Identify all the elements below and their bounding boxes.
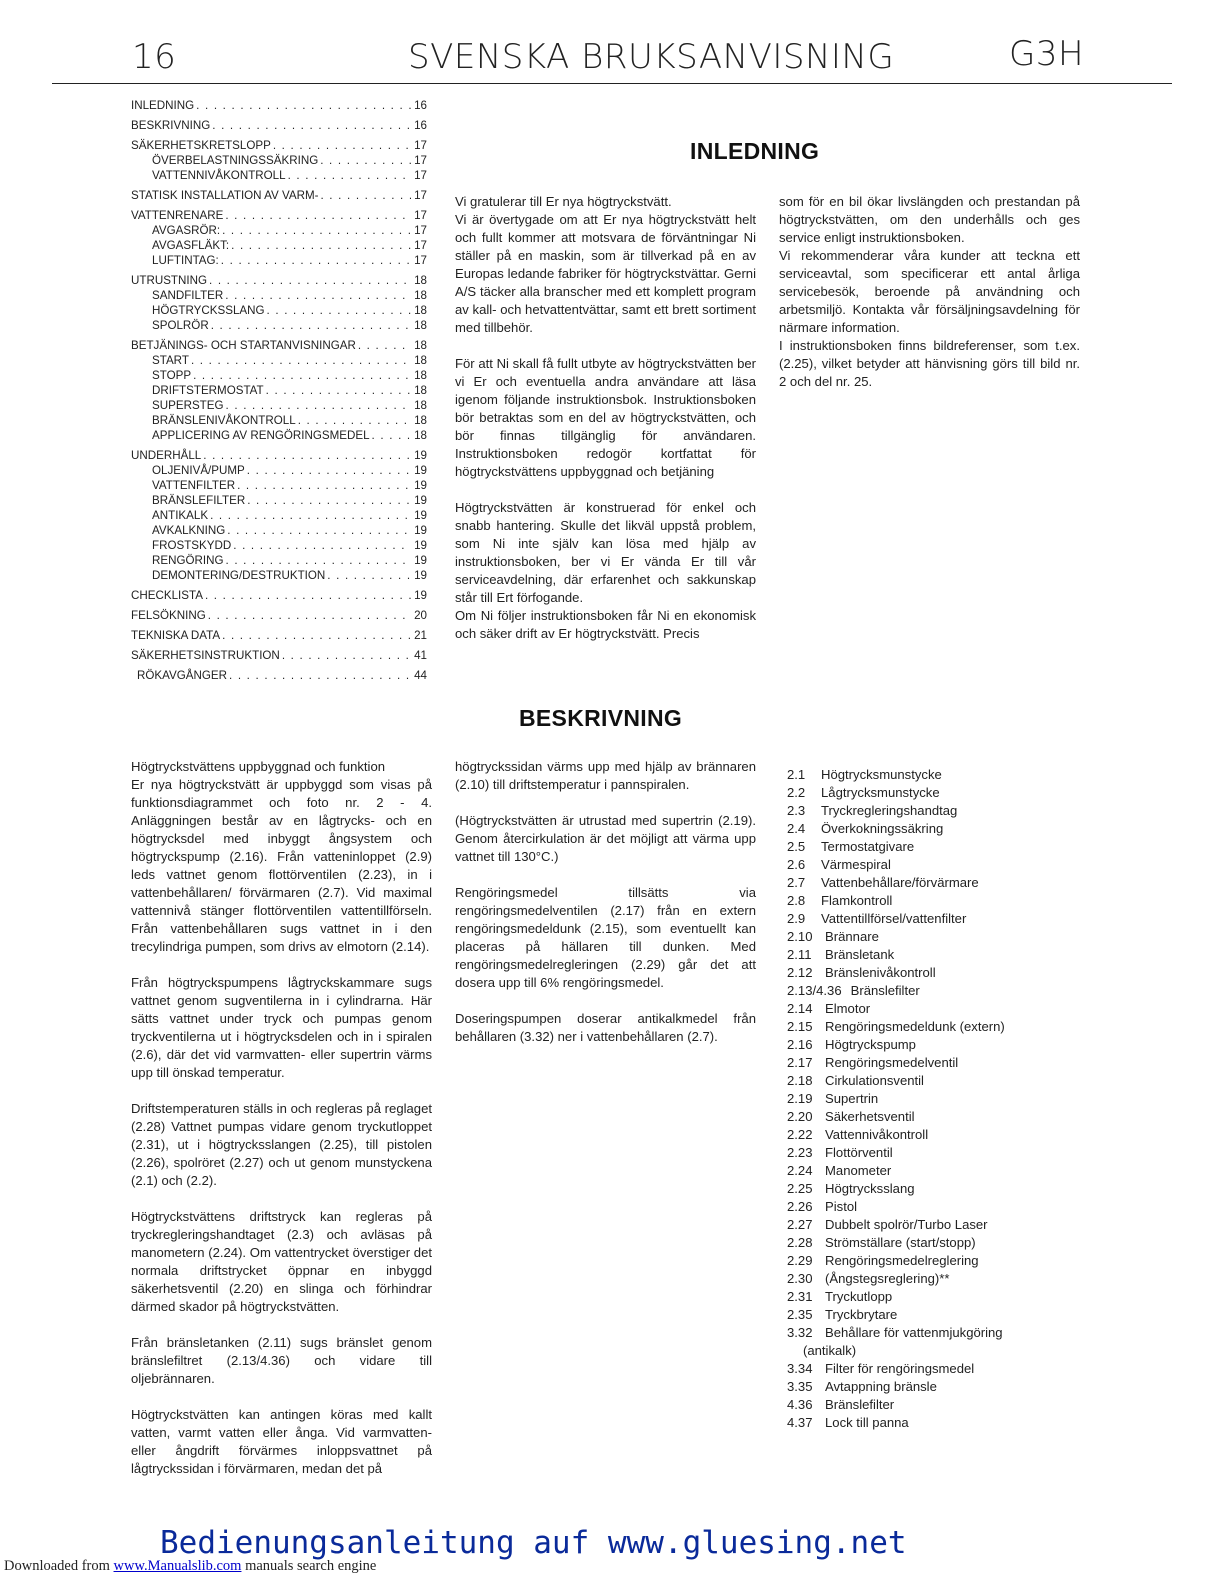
legend-item xyxy=(787,874,1087,892)
toc-entry-label: UTRUSTNING xyxy=(131,274,207,287)
toc-entry-label: LUFTINTAG: xyxy=(152,254,219,267)
toc-entry-page: 19 xyxy=(414,589,427,602)
toc-entry-label: START xyxy=(152,354,189,367)
toc-entry-label: SANDFILTER xyxy=(152,289,224,302)
legend-item-label: Dubbelt spolrör/Turbo Laser xyxy=(825,1217,988,1232)
paragraph: Från bränsletanken (2.11) sugs bränslet genom bränslefiltret (2.13/4.36) och vidare till oljebrännaren. xyxy=(131,1335,432,1386)
legend-item-number: 2.31 xyxy=(787,1289,813,1304)
toc-entry xyxy=(131,668,427,683)
toc-entry-label: VATTENNIVÅKONTROLL xyxy=(152,169,286,182)
toc-entry-label: AVGASRÖR: xyxy=(152,224,221,237)
toc-entry-page: 18 xyxy=(414,289,427,302)
legend-item-label: Högtryckspump xyxy=(825,1037,916,1052)
legend-item-number: 2.28 xyxy=(787,1235,813,1250)
toc-leader-dots xyxy=(225,208,411,223)
legend-item-number: 2.19 xyxy=(787,1091,813,1106)
paragraph: Rengöringsmedel tillsätts via rengöringsmedelventilen (2.17) från en extern rengöringsmedeldunk (2.15), som eventuellt kan placeras på hällaren till dunken. Med rengöringsmedelregleringen (2.29) går det att dosera upp till 6% rengöringsmedel. xyxy=(455,885,756,990)
legend-item xyxy=(787,784,1087,802)
legend-item xyxy=(787,1180,1087,1198)
toc-entry-label: ANTIKALK xyxy=(152,509,209,522)
toc-leader-dots xyxy=(231,238,411,253)
paragraph: Högtryckstvätten är konstruerad för enkel och snabb hantering. Skulle det likväl uppstå problem, som Ni inte själv kan lösa med hjälp av instruktionsboken, ber vi Er vända Er till vår serviceavdelning, där erfarenhet och sakkunskap står till Ert förfogande. xyxy=(455,500,756,605)
toc-leader-dots xyxy=(209,273,411,288)
toc-entry xyxy=(131,493,427,508)
legend-item-number: 2.30 xyxy=(787,1271,813,1286)
legend-item-label: Pistol xyxy=(825,1199,858,1214)
legend-item xyxy=(787,1306,1087,1324)
toc-leader-dots xyxy=(221,253,411,268)
download-prefix: Downloaded from xyxy=(4,1558,110,1574)
legend-item-label: Vattentillförsel/vattenfilter xyxy=(821,911,967,926)
legend-item xyxy=(787,1090,1087,1108)
legend-item-number: 2.14 xyxy=(787,1001,813,1016)
toc-leader-dots xyxy=(227,523,411,538)
toc-entry-label: RENGÖRING xyxy=(152,554,224,567)
toc-leader-dots xyxy=(358,338,411,353)
toc-leader-dots xyxy=(247,493,411,508)
legend-item-label: Lock till panna xyxy=(825,1415,909,1430)
toc-entry xyxy=(131,508,427,523)
toc-entry-label: FROSTSKYDD xyxy=(152,539,232,552)
legend-item xyxy=(787,766,1087,784)
toc-entry xyxy=(131,168,427,183)
legend-item xyxy=(787,1360,1087,1378)
inledning-column-2 xyxy=(779,193,1080,391)
toc-leader-dots xyxy=(212,118,411,133)
toc-leader-dots xyxy=(327,568,411,583)
toc-entry-page: 16 xyxy=(414,119,427,132)
legend-item-label: Vattennivåkontroll xyxy=(825,1127,929,1142)
legend-item xyxy=(787,1072,1087,1090)
legend-item-number: 2.27 xyxy=(787,1217,813,1232)
toc-entry-page: 18 xyxy=(414,339,427,352)
toc-entry-page: 41 xyxy=(414,649,427,662)
toc-leader-dots xyxy=(203,448,411,463)
legend-item xyxy=(787,802,1087,820)
legend-item-continuation: (antikalk) xyxy=(803,1343,857,1358)
toc-entry-label: BRÄNSLEFILTER xyxy=(152,494,246,507)
legend-item xyxy=(787,1252,1087,1270)
legend-item-label: Bränslenivåkontroll xyxy=(825,965,936,980)
toc-entry-label: VATTENFILTER xyxy=(152,479,236,492)
legend-item xyxy=(787,1216,1087,1234)
page-number: 16 xyxy=(132,37,177,77)
toc-entry xyxy=(131,368,427,383)
table-of-contents xyxy=(131,98,427,683)
toc-entry-label: STATISK INSTALLATION AV VARM- xyxy=(131,189,319,202)
toc-entry-page: 18 xyxy=(414,414,427,427)
legend-item-number: 2.20 xyxy=(787,1109,813,1124)
legend-item xyxy=(787,1270,1087,1288)
toc-entry-page: 19 xyxy=(414,569,427,582)
toc-entry xyxy=(131,288,427,303)
toc-entry xyxy=(131,428,427,443)
toc-leader-dots xyxy=(267,303,412,318)
legend-item-label: Tryckutlopp xyxy=(825,1289,893,1304)
toc-entry-page: 17 xyxy=(414,139,427,152)
parts-legend xyxy=(787,766,1087,1432)
toc-entry-page: 44 xyxy=(414,669,427,682)
toc-entry-label: ÖVERBELASTNINGSSÄKRING xyxy=(152,154,319,167)
legend-item-number: 2.17 xyxy=(787,1055,813,1070)
paragraph: (Högtryckstvätten är utrustad med supertrin (2.19). Genom återcirkulation är det möjligt att värma upp vattnet till 130°C.) xyxy=(455,813,756,864)
legend-item-label: Lågtrycksmunstycke xyxy=(821,785,940,800)
toc-entry-page: 18 xyxy=(414,274,427,287)
legend-item-label: Termostatgivare xyxy=(821,839,915,854)
toc-entry-page: 19 xyxy=(414,509,427,522)
toc-entry xyxy=(131,538,427,553)
paragraph: Högtryckstvätten kan antingen köras med kallt vatten, varmt vatten eller ånga. Vid varmvatten- eller ångdrift förvärmes inloppsvattnet på lågtryckssidan i förvärmaren, medan det på xyxy=(131,1407,432,1476)
legend-item-label: Värmespiral xyxy=(821,857,891,872)
legend-item-label: Elmotor xyxy=(825,1001,871,1016)
toc-entry-label: AVKALKNING xyxy=(152,524,226,537)
legend-item-label: Manometer xyxy=(825,1163,892,1178)
toc-leader-dots xyxy=(247,463,411,478)
toc-entry-label: RÖKAVGÅNGER xyxy=(137,669,227,682)
toc-entry xyxy=(131,273,427,288)
toc-leader-dots xyxy=(298,413,411,428)
legend-item-number: 2.24 xyxy=(787,1163,813,1178)
legend-item-number: 3.32 xyxy=(787,1325,813,1340)
toc-entry xyxy=(131,413,427,428)
toc-leader-dots xyxy=(191,353,411,368)
legend-item xyxy=(787,964,1087,982)
legend-item-number: 2.23 xyxy=(787,1145,813,1160)
legend-item-label: Högtrycksslang xyxy=(825,1181,915,1196)
toc-leader-dots xyxy=(193,368,411,383)
toc-leader-dots xyxy=(208,608,411,623)
model-name: G3H xyxy=(1009,34,1085,74)
toc-leader-dots xyxy=(282,648,411,663)
legend-item xyxy=(787,1396,1087,1414)
toc-entry-page: 19 xyxy=(414,494,427,507)
toc-entry xyxy=(131,463,427,478)
toc-entry xyxy=(131,223,427,238)
legend-item xyxy=(787,1054,1087,1072)
toc-entry xyxy=(131,523,427,538)
toc-entry xyxy=(131,98,427,113)
toc-entry xyxy=(131,153,427,168)
paragraph: Från högtryckspumpens lågtryckskammare sugs vattnet genom sugventilerna in i cylindrarna. Här sätts vattnet under tryck och pumpas genom tryckventilerna ut i högtrycksdelen och in i spiralen (2.6), där det vid varmvatten- eller supertrin värms upp till önskad temperatur. xyxy=(131,975,432,1080)
legend-item-number: 2.6 xyxy=(787,857,806,872)
toc-leader-dots xyxy=(288,168,412,183)
toc-entry-label: TEKNISKA DATA xyxy=(131,629,221,642)
legend-item xyxy=(787,892,1087,910)
toc-leader-dots xyxy=(237,478,411,493)
toc-entry xyxy=(131,478,427,493)
legend-item-label: Tryckregleringshandtag xyxy=(821,803,958,818)
toc-entry-label: OLJENIVÅ/PUMP xyxy=(152,464,245,477)
toc-entry-label: BETJÄNINGS- OCH STARTANVISNINGAR xyxy=(131,339,356,352)
toc-entry xyxy=(131,568,427,583)
watermark-text: Bedienungsanleitung auf www.gluesing.net xyxy=(160,1525,907,1561)
toc-entry xyxy=(131,448,427,463)
toc-entry-label: STOPP xyxy=(152,369,192,382)
toc-leader-dots xyxy=(222,223,411,238)
section-heading-beskrivning: BESKRIVNING xyxy=(519,705,683,731)
toc-leader-dots xyxy=(320,153,411,168)
toc-entry-label: CHECKLISTA xyxy=(131,589,203,602)
legend-item-number: 2.22 xyxy=(787,1127,813,1142)
toc-leader-dots xyxy=(205,588,411,603)
toc-entry-page: 16 xyxy=(414,99,427,112)
toc-entry-page: 17 xyxy=(414,189,427,202)
paragraph: Högtryckstvättens driftstryck kan regleras på tryckregleringshandtaget (2.3) och avläsas på manometern (2.24). Om vattentrycket överstiger det normala driftstrycket öppnar en inbyggd säkerhetsventil (2.20) en slinga och förhindrar därmed skador på högtryckstvätten. xyxy=(131,1209,432,1314)
toc-entry-label: BRÄNSLENIVÅKONTROLL xyxy=(152,414,296,427)
toc-entry xyxy=(131,383,427,398)
toc-entry-label: SÄKERHETSKRETSLOPP xyxy=(131,139,271,152)
legend-item-number: 2.4 xyxy=(787,821,806,836)
toc-entry-page: 20 xyxy=(414,609,427,622)
legend-item xyxy=(787,1378,1087,1396)
legend-item-number: 2.25 xyxy=(787,1181,813,1196)
legend-item xyxy=(787,1198,1087,1216)
inledning-column-1 xyxy=(455,193,756,643)
legend-item xyxy=(787,1018,1087,1036)
toc-leader-dots xyxy=(210,508,411,523)
legend-item-number: 2.11 xyxy=(787,947,812,962)
download-note xyxy=(4,1559,376,1574)
legend-item-number: 2.10 xyxy=(787,929,813,944)
toc-leader-dots xyxy=(266,383,411,398)
toc-entry-page: 18 xyxy=(414,354,427,367)
legend-item-label: Högtrycksmunstycke xyxy=(821,767,942,782)
paragraph: För att Ni skall få fullt utbyte av högtryckstvätten ber vi Er och eventuella andra användare att läsa igenom följande instruktionsbok. Instruktionsboken bör betraktas som en del av högtryckstvätten, och bör finnas tillgänglig för användaren. Instruktionsboken redogör kortfattat för högtryckstvättens uppbyggnad och betjäning xyxy=(455,356,756,479)
section-heading-inledning: INLEDNING xyxy=(690,138,820,164)
legend-item xyxy=(787,946,1087,964)
paragraph: Doseringspumpen doserar antikalkmedel från behållaren (3.32) ner i vattenbehållaren (2.7). xyxy=(455,1011,756,1044)
toc-leader-dots xyxy=(372,428,412,443)
legend-item-number: 2.29 xyxy=(787,1253,813,1268)
toc-entry xyxy=(131,398,427,413)
legend-item xyxy=(787,1000,1087,1018)
beskrivning-column-1 xyxy=(131,758,432,1478)
toc-entry-label: VATTENRENARE xyxy=(131,209,224,222)
legend-item-label: Flottörventil xyxy=(825,1145,893,1160)
paragraph: Vi rekommenderar våra kunder att teckna ett serviceavtal, som specificerar ett antal årliga servicebesök, beroende på användning och arbetsmiljö. Kontakta vår försäljningsavdelning för närmare information. xyxy=(779,248,1080,335)
legend-item-number: 3.35 xyxy=(787,1379,813,1394)
legend-item-number: 2.13/4.36 xyxy=(787,983,842,998)
legend-item-number: 2.3 xyxy=(787,803,806,818)
legend-item xyxy=(787,838,1087,856)
legend-item xyxy=(787,928,1087,946)
legend-item-label: Cirkulationsventil xyxy=(825,1073,924,1088)
toc-entry-page: 18 xyxy=(414,304,427,317)
legend-item-number: 2.12 xyxy=(787,965,813,980)
legend-item-number: 2.35 xyxy=(787,1307,813,1322)
toc-entry xyxy=(131,338,427,353)
toc-entry-page: 17 xyxy=(414,169,427,182)
legend-item-number: 2.26 xyxy=(787,1199,813,1214)
toc-leader-dots xyxy=(320,188,411,203)
toc-leader-dots xyxy=(229,668,411,683)
legend-item-label: Behållare för vattenmjukgöring xyxy=(825,1325,1003,1340)
toc-entry-page: 19 xyxy=(414,554,427,567)
paragraph: högtryckssidan värms upp med hjälp av brännaren (2.10) till driftstemperatur i pannspiralen. xyxy=(455,759,756,792)
paragraph: Vi är övertygade om att Er nya högtryckstvätt helt och fullt kommer att motsvara de förväntningar Ni ställer på en maskin, som är tillverkad på en av Europas ledande fabriker för högtryckstvättar. Gerni A/S täcker alla branscher med ett komplett program av kall- och hetvattentvättar, samt ett brett sortiment med tillbehör. xyxy=(455,212,756,335)
toc-entry-label: UNDERHÅLL xyxy=(131,449,202,462)
legend-item-number: 2.9 xyxy=(787,911,806,926)
legend-item xyxy=(787,1414,1087,1432)
toc-entry xyxy=(131,318,427,333)
legend-item xyxy=(787,1108,1087,1126)
header-rule xyxy=(52,83,1172,84)
toc-entry-label: DEMONTERING/DESTRUKTION xyxy=(152,569,326,582)
legend-item-label: Bränsletank xyxy=(825,947,895,962)
legend-item xyxy=(787,1036,1087,1054)
legend-item-label: Rengöringsmedeldunk (extern) xyxy=(825,1019,1005,1034)
legend-item-label: Rengöringsmedelventil xyxy=(825,1055,959,1070)
legend-item-number: 2.2 xyxy=(787,785,806,800)
toc-entry-page: 19 xyxy=(414,524,427,537)
toc-leader-dots xyxy=(226,398,412,413)
toc-entry xyxy=(131,303,427,318)
paragraph: Driftstemperaturen ställs in och regleras på reglaget (2.28) Vattnet pumpas vidare genom tryckutloppet (2.31), ut i högtrycksslangen (2.25), till pistolen (2.26), spolröret (2.27) och ut genom munstyckena (2.1) och (2.2). xyxy=(131,1101,432,1188)
toc-entry-label: INLEDNING xyxy=(131,99,195,112)
legend-item xyxy=(787,1324,1087,1342)
toc-entry-page: 19 xyxy=(414,449,427,462)
toc-entry xyxy=(131,253,427,268)
legend-item-label: (Ångstegsreglering)** xyxy=(825,1271,950,1286)
download-suffix: manuals search engine xyxy=(241,1558,377,1574)
legend-item-label: Rengöringsmedelreglering xyxy=(825,1253,979,1268)
toc-entry-label: SUPERSTEG xyxy=(152,399,224,412)
toc-entry-page: 17 xyxy=(414,254,427,267)
paragraph: Om Ni följer instruktionsboken får Ni en ekonomisk och säker drift av Er högtryckstvätt. Precis xyxy=(455,608,756,641)
toc-entry xyxy=(131,188,427,203)
beskrivning-column-2 xyxy=(455,758,756,1046)
paragraph: Er nya högtryckstvätt är uppbyggd som visas på funktionsdiagrammet och foto nr. 2 - 4. Anläggningen består av en lågtrycks- och en högtrycksdel med inbyggt ångsystem och högtryckspump (2.16). Från vatteninloppet (2.9) leds vattnet genom flottörventilen (2.23), in i vattenbehållaren/ förvärmaren (2.7). Vid maximal vattennivå stänger flottörventilen vattentillförseln. Från vattenbehållaren sugs vattnet in i den trecylindriga pumpen, som drivs av elmotorn (2.14). xyxy=(131,777,432,954)
paragraph: som för en bil ökar livslängden och prestandan på högtryckstvätten, om den underhålls och ges service enligt instruktionsboken. xyxy=(779,194,1080,245)
toc-entry-label: DRIFTSTERMOSTAT xyxy=(152,384,264,397)
legend-item-label: Flamkontroll xyxy=(821,893,893,908)
toc-entry xyxy=(131,553,427,568)
legend-item-label: Filter för rengöringsmedel xyxy=(825,1361,975,1376)
legend-item xyxy=(787,1144,1087,1162)
toc-entry xyxy=(131,118,427,133)
legend-item-label: Brännare xyxy=(825,929,879,944)
legend-item xyxy=(787,1126,1087,1144)
legend-item xyxy=(787,856,1087,874)
toc-entry-page: 19 xyxy=(414,479,427,492)
toc-entry xyxy=(131,628,427,643)
toc-entry xyxy=(131,588,427,603)
toc-entry xyxy=(131,238,427,253)
toc-entry-page: 17 xyxy=(414,239,427,252)
toc-entry-page: 18 xyxy=(414,319,427,332)
legend-item-number: 2.5 xyxy=(787,839,806,854)
toc-entry xyxy=(131,648,427,663)
legend-item-label: Strömställare (start/stopp) xyxy=(825,1235,976,1250)
toc-entry-page: 18 xyxy=(414,429,427,442)
legend-item-label: Tryckbrytare xyxy=(825,1307,898,1322)
page-title: SVENSKA BRUKSANVISNING xyxy=(408,37,895,77)
legend-item-number: 2.1 xyxy=(787,767,806,782)
legend-item-label: Bränslefilter xyxy=(825,1397,895,1412)
toc-leader-dots xyxy=(196,98,411,113)
legend-item xyxy=(787,910,1087,928)
legend-item xyxy=(787,820,1087,838)
toc-entry-page: 17 xyxy=(414,209,427,222)
legend-item-number: 2.18 xyxy=(787,1073,813,1088)
legend-item-label: Bränslefilter xyxy=(850,983,920,998)
toc-entry-label: SÄKERHETSINSTRUKTION xyxy=(131,649,280,662)
toc-entry-label: AVGASFLÄKT: xyxy=(152,239,230,252)
legend-item xyxy=(787,1162,1087,1180)
toc-entry-page: 18 xyxy=(414,369,427,382)
legend-item-label: Överkokningssäkring xyxy=(821,821,944,836)
legend-item-number: 4.36 xyxy=(787,1397,813,1412)
legend-item xyxy=(787,1288,1087,1306)
toc-entry-label: BESKRIVNING xyxy=(131,119,211,132)
toc-entry-page: 18 xyxy=(414,399,427,412)
toc-entry xyxy=(131,608,427,623)
toc-entry-label: HÖGTRYCKSSLANG xyxy=(152,304,265,317)
toc-leader-dots xyxy=(226,553,412,568)
toc-entry-page: 17 xyxy=(414,154,427,167)
toc-leader-dots xyxy=(211,318,411,333)
legend-item-label: Säkerhetsventil xyxy=(825,1109,915,1124)
toc-entry-page: 19 xyxy=(414,539,427,552)
toc-entry-label: APPLICERING AV RENGÖRINGSMEDEL xyxy=(152,429,370,442)
toc-leader-dots xyxy=(222,628,411,643)
legend-item xyxy=(787,982,1087,1000)
toc-leader-dots xyxy=(233,538,411,553)
toc-entry xyxy=(131,353,427,368)
paragraph-heading: Högtryckstvättens uppbyggnad och funktion xyxy=(131,759,386,774)
legend-item-label: Supertrin xyxy=(825,1091,879,1106)
toc-entry-page: 21 xyxy=(414,629,427,642)
toc-entry xyxy=(131,208,427,223)
toc-entry-page: 18 xyxy=(414,384,427,397)
toc-entry-label: SPOLRÖR xyxy=(152,319,209,332)
toc-entry xyxy=(131,138,427,153)
toc-entry-label: FELSÖKNING xyxy=(131,609,206,622)
toc-leader-dots xyxy=(273,138,411,153)
legend-item-label: Vattenbehållare/förvärmare xyxy=(821,875,979,890)
legend-item-number: 2.15 xyxy=(787,1019,813,1034)
paragraph: I instruktionsboken finns bildreferenser, som t.ex. (2.25), vilket betyder att hänvisning görs till bild nr. 2 och del nr. 25. xyxy=(779,338,1080,389)
legend-item-number: 2.8 xyxy=(787,893,806,908)
manualslib-link[interactable]: www.Manualslib.com xyxy=(113,1558,242,1574)
legend-item-number: 2.16 xyxy=(787,1037,813,1052)
legend-item-number: 4.37 xyxy=(787,1415,813,1430)
legend-item-number: 3.34 xyxy=(787,1361,813,1376)
toc-leader-dots xyxy=(225,288,411,303)
paragraph: Vi gratulerar till Er nya högtryckstvätt. xyxy=(455,194,672,209)
legend-item-label: Avtappning bränsle xyxy=(825,1379,937,1394)
legend-item xyxy=(787,1234,1087,1252)
toc-entry-page: 17 xyxy=(414,224,427,237)
toc-entry-page: 19 xyxy=(414,464,427,477)
legend-item-number: 2.7 xyxy=(787,875,806,890)
